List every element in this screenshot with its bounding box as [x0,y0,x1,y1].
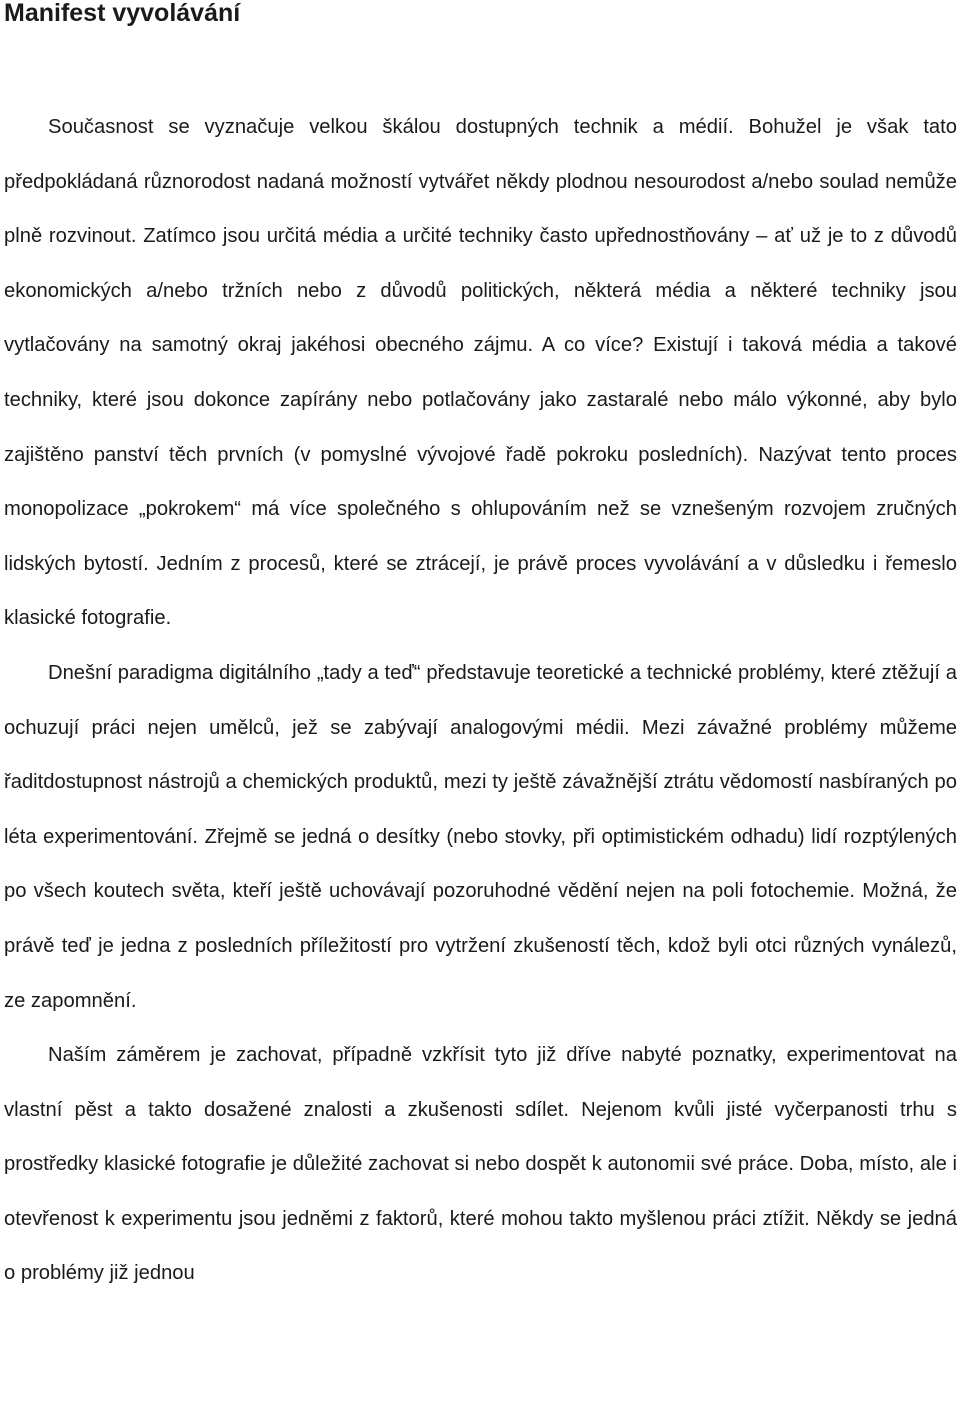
document-body [4,100,957,1301]
paragraph: Současnost se vyznačuje velkou škálou dostupných technik a médií. Bohužel je však tato předpokládaná různorodost nadaná možností vytvářet někdy plodnou nesourodost a/nebo soulad nemůže plně rozvinout. Zatímco jsou určitá média a určité techniky často upřednostňovány – ať už je to z důvodů ekonomických a/nebo tržních nebo z důvodů politických, některá média a některé techniky jsou vytlačovány na samotný okraj jakéhosi obecného zájmu. A co více? Existují i taková média a takové techniky, které jsou dokonce zapírány nebo potlačovány jako zastaralé nebo málo výkonné, aby bylo zajištěno panství těch prvních (v pomyslné vývojové řadě pokroku posledních). Nazývat tento proces monopolizace „pokrokem“ má více společného s ohlupováním než se vznešeným rozvojem zručných lidských bytostí. Jedním z procesů, které se ztrácejí, je právě proces vyvolávání a v důsledku i řemeslo klasické fotografie. [4,116,957,630]
paragraph: Dnešní paradigma digitálního „tady a teď“ představuje teoretické a technické problémy, které ztěžují a ochuzují práci nejen umělců, jež se zabývají analogovými médii. Mezi závažné problémy můžeme řaditdostupnost nástrojů a chemických produktů, mezi ty ještě závažnější ztrátu vědomostí nasbíraných po léta experimentování. Zřejmě se jedná o desítky (nebo stovky, při optimistickém odhadu) lidí rozptýlených po všech koutech světa, kteří ještě uchovávají pozoruhodné vědění nejen na poli fotochemie. Možná, že právě teď je jedna z posledních příležitostí pro vytržení zkušeností těch, kdož byli otci různých vynálezů, ze zapomnění. [4,661,957,1012]
paragraph: Naším záměrem je zachovat, případně vzkřísit tyto již dříve nabyté poznatky, experimentovat na vlastní pěst a takto dosažené znalosti a zkušenosti sdílet. Nejenom kvůli jisté vyčerpanosti trhu s prostředky klasické fotografie je důležité zachovat si nebo dospět k autonomii své práce. Doba, místo, ale i otevřenost k experimentu jsou jedněmi z faktorů, které mohou takto myšlenou práci ztížit. Někdy se jedná o problémy již jednou [4,1044,957,1285]
document-title: Manifest vyvolávání [4,0,241,27]
